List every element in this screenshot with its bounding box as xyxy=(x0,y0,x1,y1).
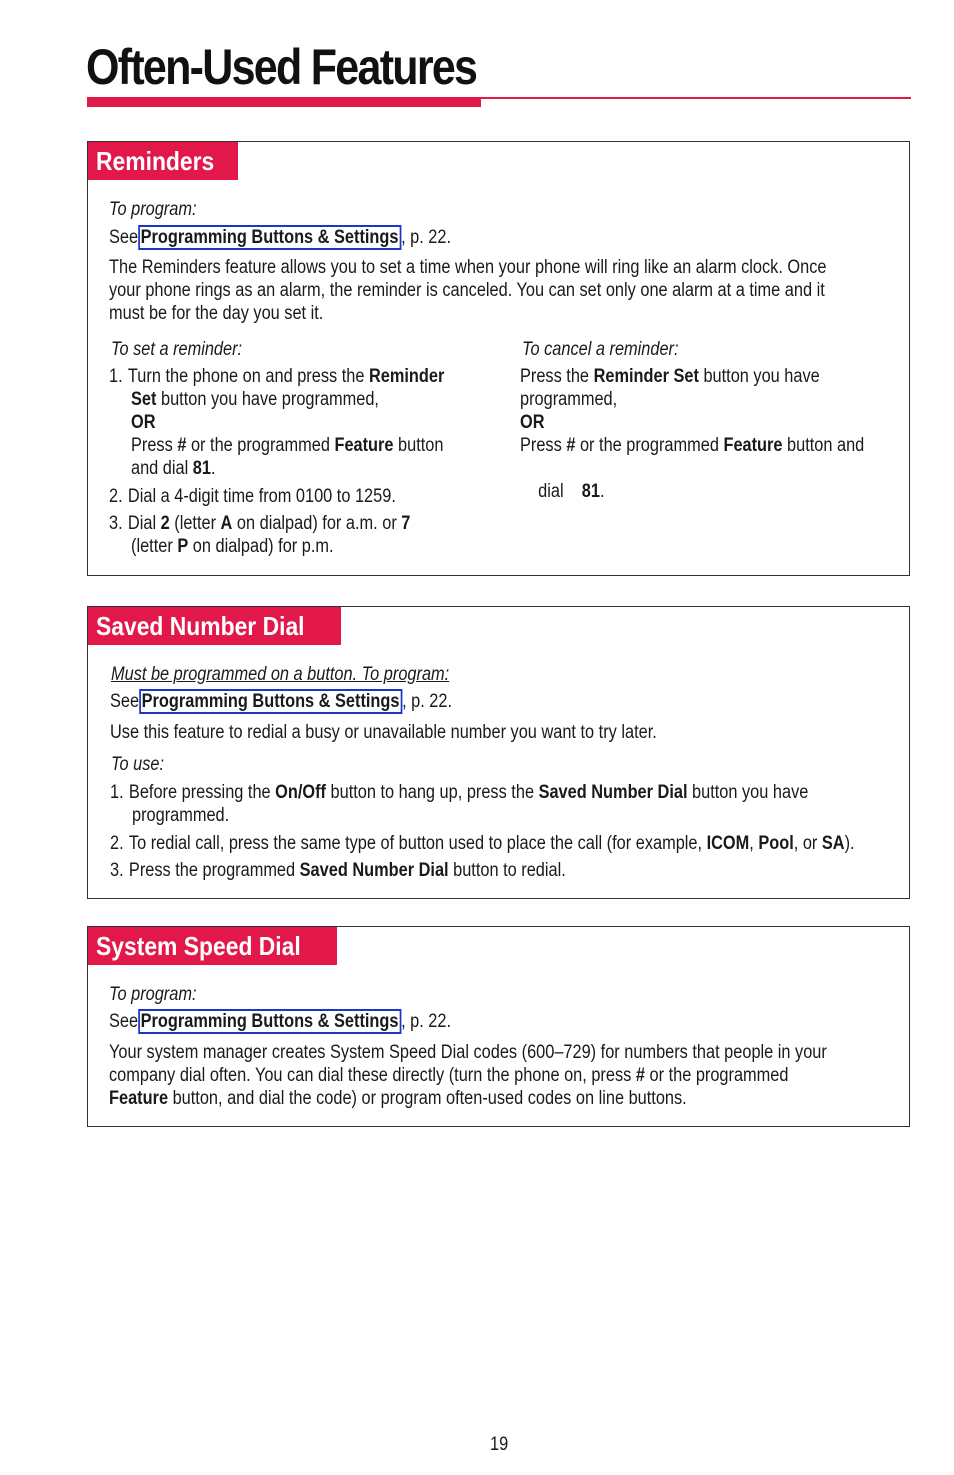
cancel-line: dial 81. xyxy=(538,481,605,502)
reminders-heading: Reminders xyxy=(88,142,238,180)
reminders-desc-line: The Reminders feature allows you to set a time when your phone will ring like an alarm clock. Once xyxy=(109,257,827,278)
cancel-reminder-label: To cancel a reminder: xyxy=(522,339,679,360)
saved-note: Must be programmed on a button. To program: xyxy=(111,664,450,685)
speed-see-line: See Programming Buttons & Settings , p. 22. xyxy=(109,1011,452,1032)
set-step-1-or: OR xyxy=(131,412,156,433)
speed-desc-line: Feature button, and dial the code) or program often-used codes on line buttons. xyxy=(109,1088,687,1109)
saved-number-dial-heading: Saved Number Dial xyxy=(88,607,341,645)
programming-link[interactable]: Programming Buttons & Settings xyxy=(139,689,402,714)
set-step-3: 3. Dial 2 (letter A on dialpad) for a.m. or 7 xyxy=(109,513,411,534)
reminders-see-line: See Programming Buttons & Settings , p. 22. xyxy=(109,227,452,248)
set-step-1: 1. Turn the phone on and press the Reminder xyxy=(109,366,445,387)
reminders-desc-line: must be for the day you set it. xyxy=(109,303,324,324)
saved-desc: Use this feature to redial a busy or unavailable number you want to try later. xyxy=(110,722,657,743)
reminders-section xyxy=(87,141,910,576)
saved-step-3: 3. Press the programmed Saved Number Dial button to redial. xyxy=(110,860,566,881)
speed-desc-line: company dial often. You can dial these directly (turn the phone on, press # or the programmed xyxy=(109,1065,789,1086)
reminders-desc-line: your phone rings as an alarm, the reminder is canceled. You can set only one alarm at a time and it xyxy=(109,280,825,301)
set-step-2: 2. Dial a 4-digit time from 0100 to 1259. xyxy=(109,486,396,507)
cancel-or: OR xyxy=(520,412,545,433)
set-reminder-label: To set a reminder: xyxy=(111,339,243,360)
set-step-1-cont: Set button you have programmed, xyxy=(131,389,379,410)
page-number: 19 xyxy=(490,1434,509,1455)
saved-see-line: See Programming Buttons & Settings , p. 22. xyxy=(110,691,453,712)
saved-step-1-cont: programmed. xyxy=(132,805,230,826)
set-step-3-cont: (letter P on dialpad) for p.m. xyxy=(131,536,334,557)
system-speed-dial-section xyxy=(87,926,910,1127)
set-step-1-alt-cont: and dial 81. xyxy=(131,458,216,479)
saved-step-2: 2. To redial call, press the same type of button used to place the call (for example, ICOM, Pool, or SA). xyxy=(110,833,855,854)
reminders-to-program-label: To program: xyxy=(109,199,197,220)
set-step-1-alt: Press # or the programmed Feature button xyxy=(131,435,444,456)
cancel-line: Press # or the programmed Feature button and xyxy=(520,435,865,456)
system-speed-dial-heading: System Speed Dial xyxy=(88,927,337,965)
page-title: Often-Used Features xyxy=(86,39,477,95)
speed-to-program-label: To program: xyxy=(109,984,197,1005)
saved-step-1: 1. Before pressing the On/Off button to hang up, press the Saved Number Dial button you have xyxy=(110,782,809,803)
programming-link[interactable]: Programming Buttons & Settings xyxy=(138,225,401,250)
programming-link[interactable]: Programming Buttons & Settings xyxy=(138,1009,401,1034)
title-underline-bar xyxy=(87,97,481,107)
saved-number-dial-section xyxy=(87,606,910,899)
speed-desc-line: Your system manager creates System Speed Dial codes (600–729) for numbers that people in your xyxy=(109,1042,827,1063)
saved-to-use-label: To use: xyxy=(111,754,164,775)
cancel-line: Press the Reminder Set button you have xyxy=(520,366,820,387)
cancel-line: programmed, xyxy=(520,389,618,410)
